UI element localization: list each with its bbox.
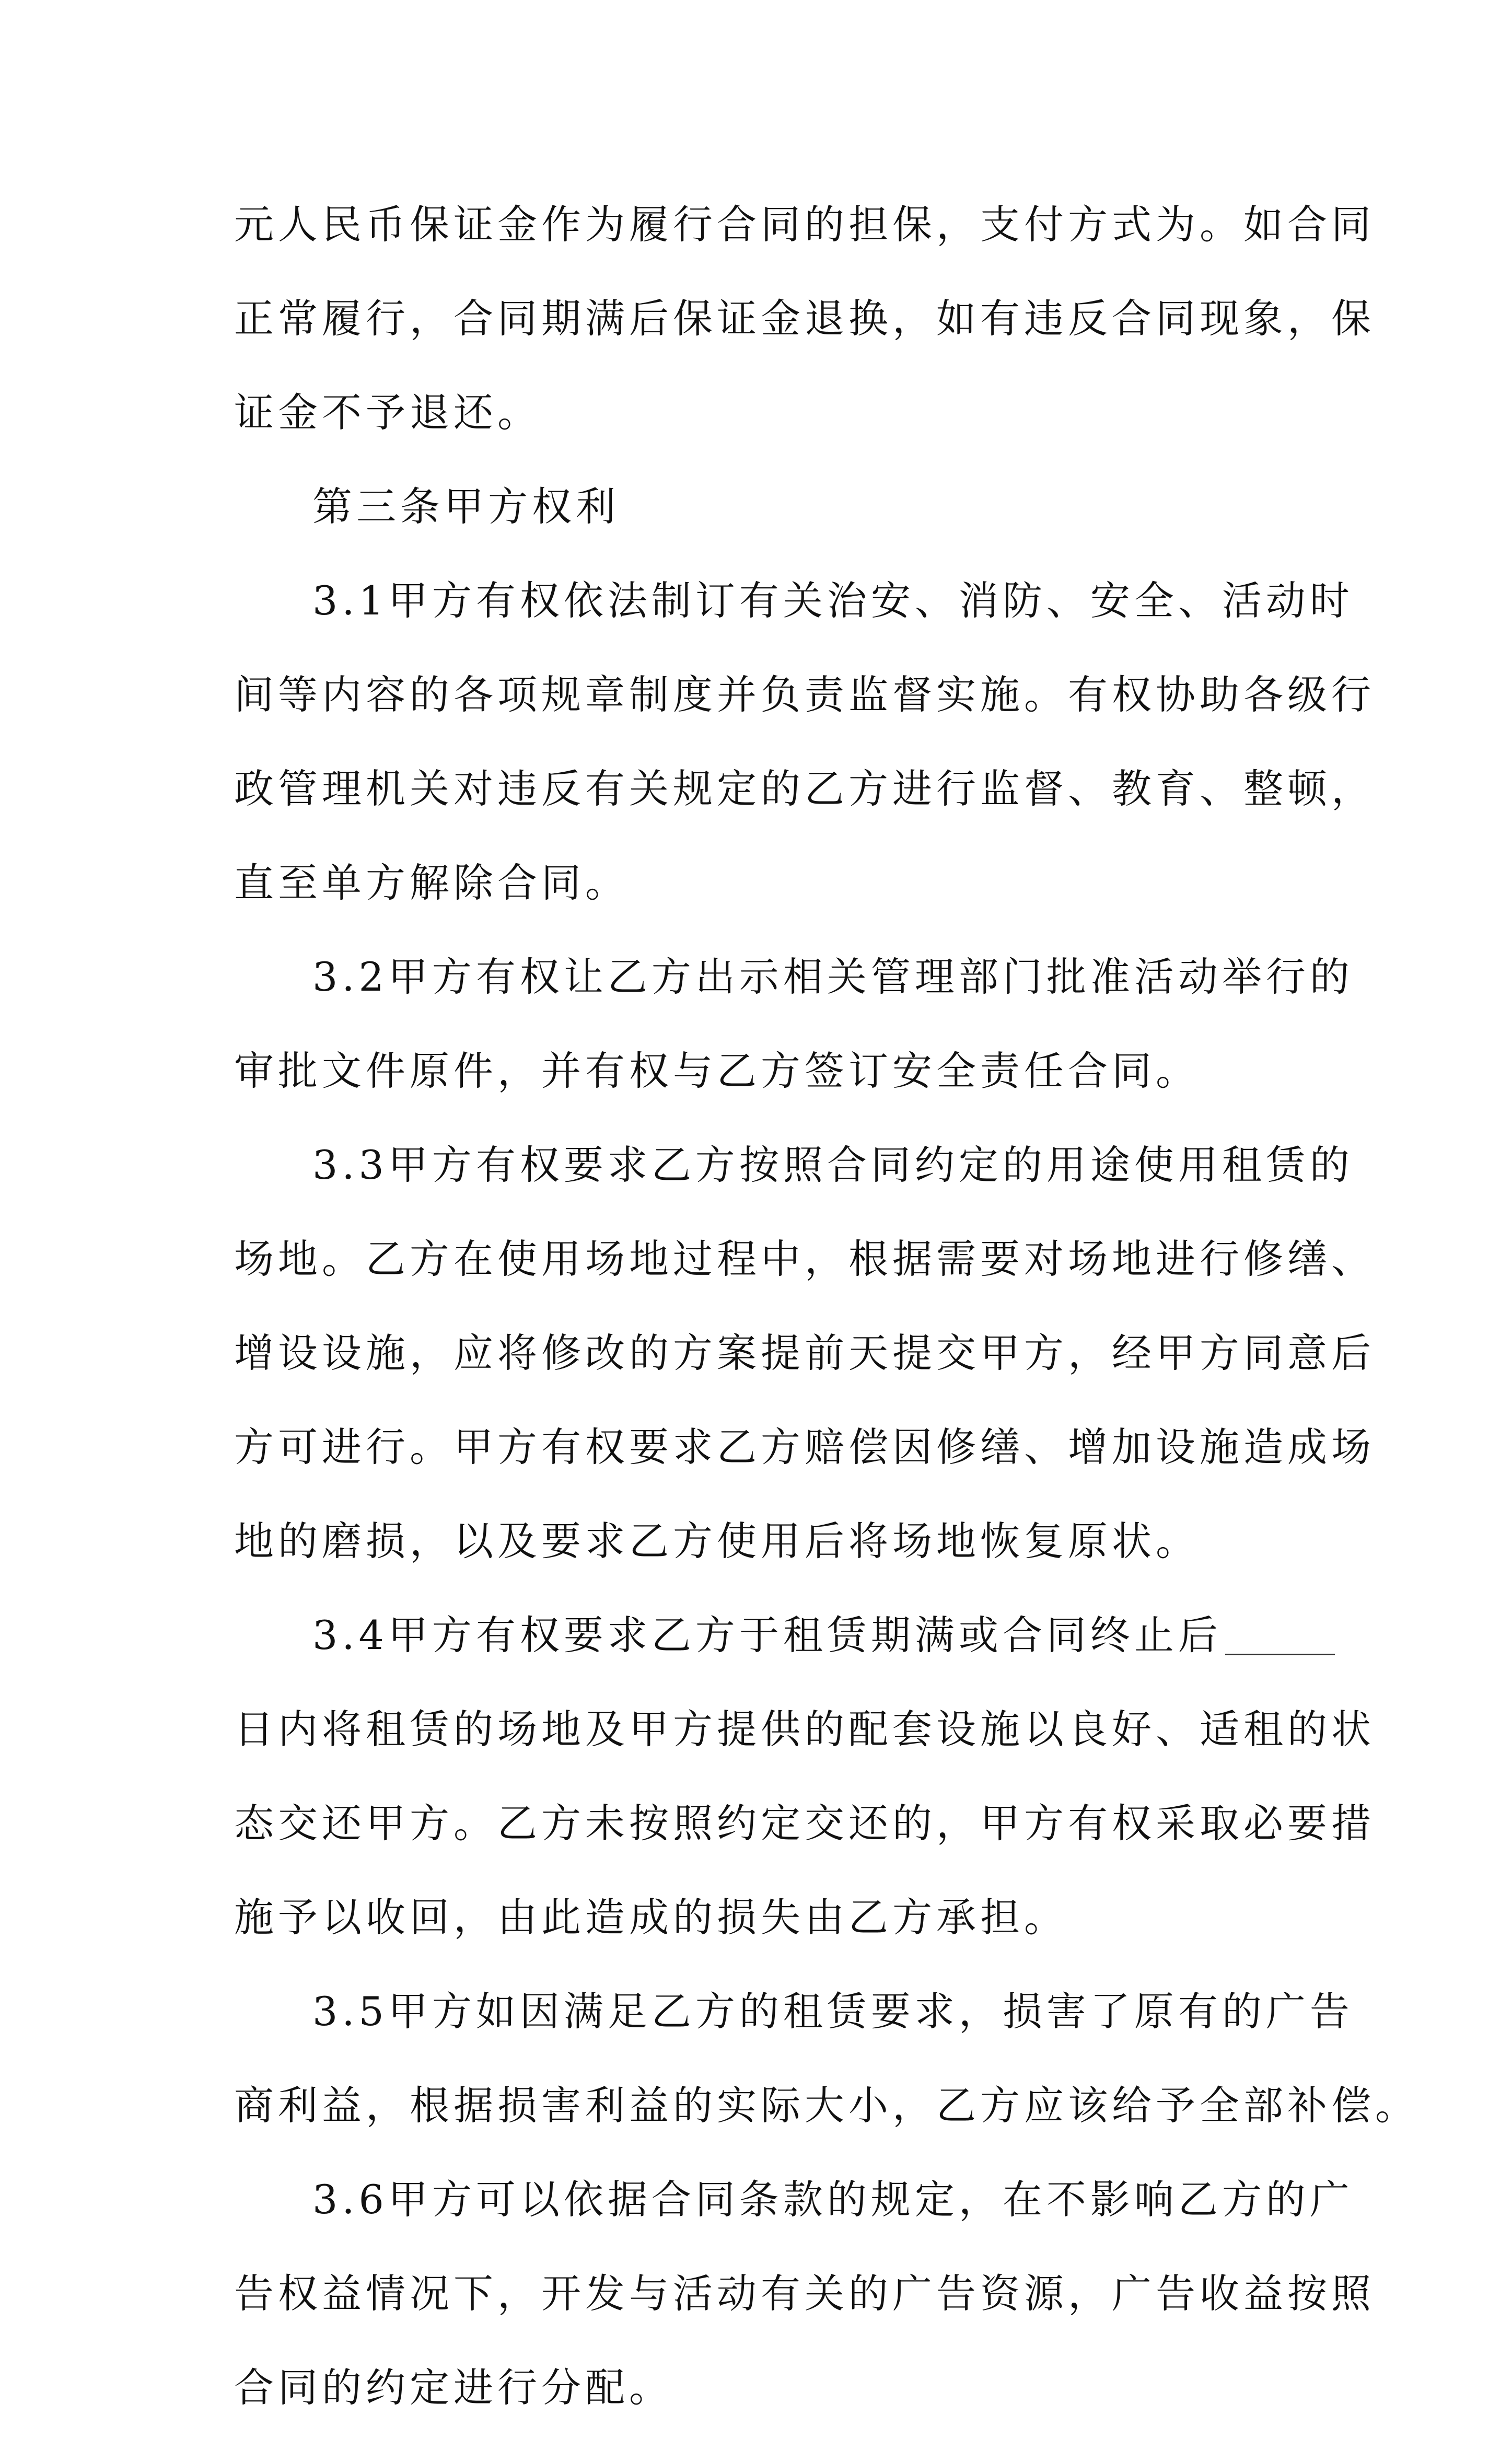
paragraph-1-line-1: 元人民币保证金作为履行合同的担保，支付方式为。如合同	[234, 201, 1375, 248]
clause-3-1-line-1: 3.1甲方有权依法制订有关治安、消防、安全、活动时	[312, 577, 1354, 624]
paragraph-1-line-2: 正常履行，合同期满后保证金退换，如有违反合同现象，保	[234, 295, 1375, 342]
clause-3-3-line-5: 地的磨损，以及要求乙方使用后将场地恢复原状。	[234, 1518, 1200, 1564]
clause-3-3-line-1: 3.3甲方有权要求乙方按照合同约定的用途使用租赁的	[312, 1142, 1354, 1188]
clause-3-5-line-1: 3.5甲方如因满足乙方的租赁要求，损害了原有的广告	[312, 1988, 1354, 2035]
clause-3-1-line-3: 政管理机关对违反有关规定的乙方进行监督、教育、整顿，	[234, 765, 1375, 812]
document-body	[234, 201, 1419, 2462]
clause-3-6-line-1: 3.6甲方可以依据合同条款的规定，在不影响乙方的广	[312, 2176, 1354, 2223]
paragraph-1-line-3: 证金不予退还。	[234, 389, 541, 436]
clause-3-4-line-2: 日内将租赁的场地及甲方提供的配套设施以良好、适租的状	[234, 1706, 1375, 1752]
clause-3-2-line-2: 审批文件原件，并有权与乙方签订安全责任合同。	[234, 1048, 1200, 1094]
clause-3-3-line-4: 方可进行。甲方有权要求乙方赔偿因修缮、增加设施造成场	[234, 1424, 1375, 1470]
clause-3-3-line-2: 场地。乙方在使用场地过程中，根据需要对场地进行修缮、	[234, 1236, 1375, 1282]
clause-3-1-line-4: 直至单方解除合同。	[234, 860, 629, 906]
clause-3-4-line-1-text: 3.4甲方有权要求乙方于租赁期满或合同终止后	[312, 1612, 1222, 1658]
clause-3-6-line-3: 合同的约定进行分配。	[234, 2364, 673, 2411]
clause-3-4-line-1	[234, 1612, 1284, 1658]
clause-3-5-line-2: 商利益，根据损害利益的实际大小，乙方应该给予全部补偿。	[234, 2082, 1419, 2129]
section-heading-article-3: 第三条甲方权利	[312, 483, 620, 530]
clause-3-4-line-3: 态交还甲方。乙方未按照约定交还的，甲方有权采取必要措	[234, 1800, 1375, 1846]
clause-3-6-line-2: 告权益情况下，开发与活动有关的广告资源，广告收益按照	[234, 2270, 1375, 2317]
clause-3-1-line-2: 间等内容的各项规章制度并负责监督实施。有权协助各级行	[234, 671, 1375, 718]
clause-3-2-line-1: 3.2甲方有权让乙方出示相关管理部门批准活动举行的	[312, 954, 1354, 1000]
clause-3-4-line-4: 施予以收回，由此造成的损失由乙方承担。	[234, 1894, 1068, 1941]
fill-in-blank	[1225, 1617, 1335, 1655]
clause-3-3-line-3: 增设设施，应将修改的方案提前天提交甲方，经甲方同意后	[234, 1330, 1375, 1376]
